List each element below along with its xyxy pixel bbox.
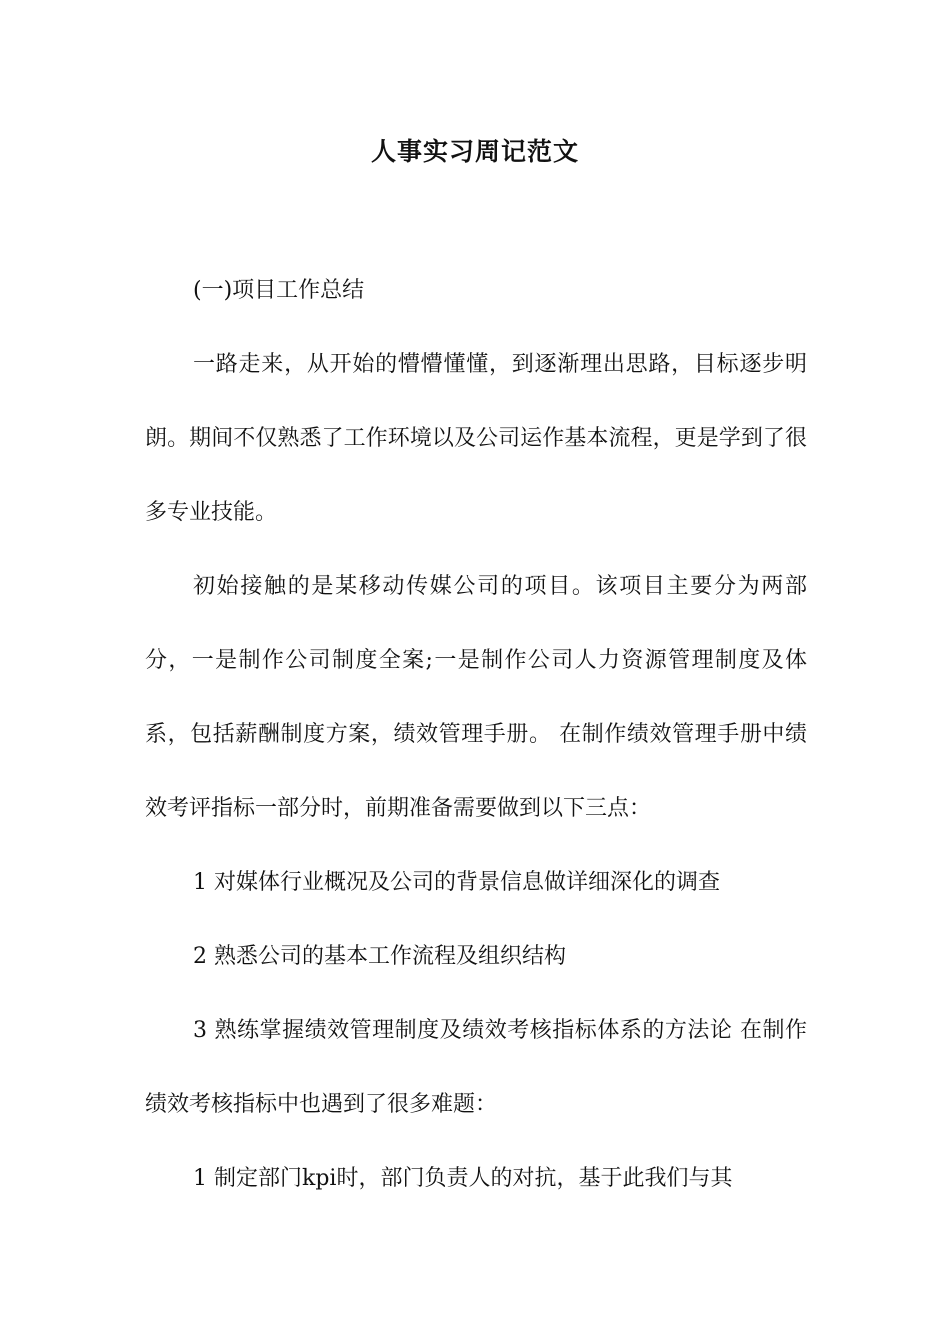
paragraph: 初始接触的是某移动传媒公司的项目。该项目主要分为两部分，一是制作公司制度全案;一是制作公司人力资源管理制度及体系，包括薪酬制度方案，绩效管理手册。 在制作绩效管理手册中绩效考评指标一部分时，前期准备需要做到以下三点： bbox=[145, 574, 807, 821]
list-item: 3 熟练掌握绩效管理制度及绩效考核指标体系的方法论 在制作绩效考核指标中也遇到了很多难题： bbox=[145, 1018, 807, 1117]
list-item: 2 熟悉公司的基本工作流程及组织结构 bbox=[193, 944, 566, 969]
section-heading: (一)项目工作总结 bbox=[193, 278, 365, 303]
document-body bbox=[145, 254, 807, 1216]
list-item: 1 对媒体行业概况及公司的背景信息做详细深化的调查 bbox=[193, 870, 720, 895]
list-item: 1 制定部门kpi时，部门负责人的对抗，基于此我们与其 bbox=[193, 1166, 733, 1191]
document-title: 人事实习周记范文 bbox=[370, 137, 579, 166]
paragraph: 一路走来，从开始的懵懵懂懂，到逐渐理出思路，目标逐步明朗。期间不仅熟悉了工作环境以及公司运作基本流程，更是学到了很多专业技能。 bbox=[145, 352, 807, 525]
